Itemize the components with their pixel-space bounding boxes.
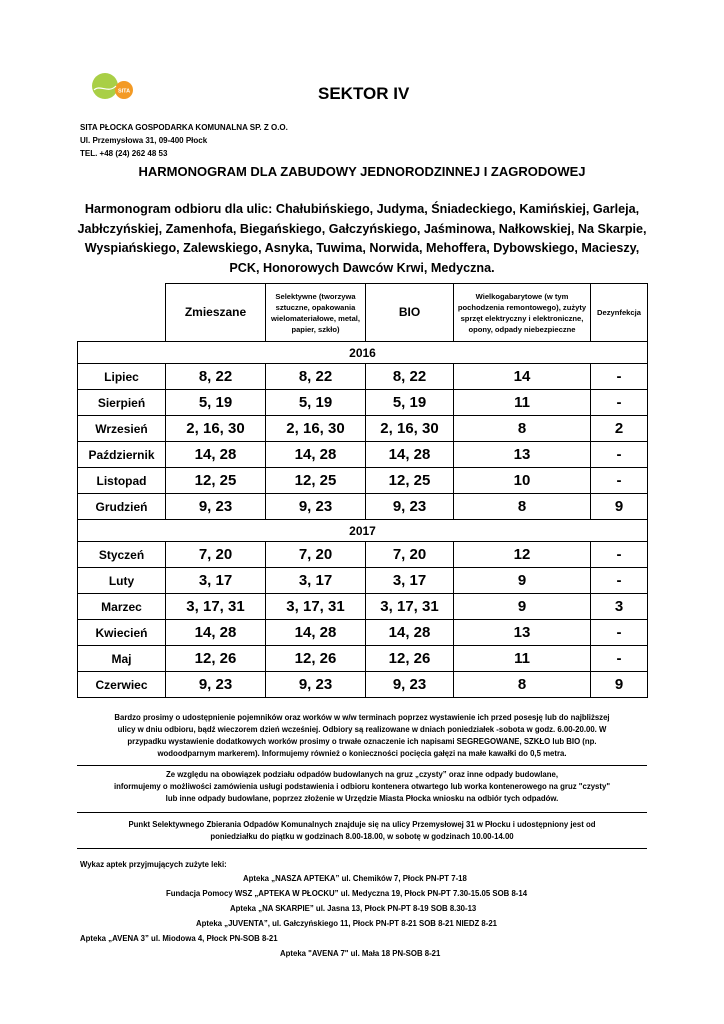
year-label: 2016 xyxy=(78,342,648,364)
disinfection-cell: 9 xyxy=(591,494,648,520)
pharmacy-item: Apteka „NASZA APTEKA” ul. Chemików 7, Płock PN-PT 7-18 xyxy=(243,874,467,883)
note-line: informujemy o możliwości zamówienia usługi podstawienia i odbioru kontenera otwartego lub worka kontenerowego na gruz "czysty" xyxy=(113,782,611,791)
year-row xyxy=(78,342,648,364)
disinfection-cell: - xyxy=(591,620,648,646)
month-cell: Lipiec xyxy=(78,364,166,390)
divider xyxy=(77,765,647,766)
selective-cell: 14, 28 xyxy=(266,620,366,646)
table-row xyxy=(78,390,648,416)
note-line: Bardzo prosimy o udostępnienie pojemników oraz worków w w/w terminach poprzez wystawienie ich przed posesję lub do najbliższej xyxy=(114,713,610,722)
bio-cell: 12, 25 xyxy=(366,468,454,494)
bulky-cell: 9 xyxy=(454,594,591,620)
note-line: przypadku wystawienie dodatkowych worków prosimy o trwałe oznaczenie ich napisami SEGREGOWANE, SZKŁO lub BIO (np. xyxy=(127,737,597,746)
header-disinfection: Dezynfekcja xyxy=(591,284,648,342)
month-cell: Listopad xyxy=(78,468,166,494)
year-label: 2017 xyxy=(78,520,648,542)
bio-cell: 12, 26 xyxy=(366,646,454,672)
pharmacy-item: Fundacja Pomocy WSZ „APTEKA W PŁOCKU” ul. Medyczna 19, Płock PN-PT 7.30-15.05 SOB 8-14 xyxy=(166,889,528,898)
month-cell: Marzec xyxy=(78,594,166,620)
pharmacy-item: Apteka „AVENA 3” ul. Miodowa 4, Płock PN-SOB 8-21 xyxy=(80,934,278,943)
bio-cell: 8, 22 xyxy=(366,364,454,390)
streets-line: Jabłczyńskiej, Zamenhofa, Biegańskiego, Gałczyńskiego, Jaśminowa, Nałkowskiej, Na Skarpie, xyxy=(77,221,647,236)
disinfection-cell: - xyxy=(591,542,648,568)
collection-note xyxy=(77,712,647,760)
month-cell: Maj xyxy=(78,646,166,672)
streets-list xyxy=(70,200,654,278)
table-row xyxy=(78,620,648,646)
month-cell: Październik xyxy=(78,442,166,468)
mixed-cell: 12, 25 xyxy=(166,468,266,494)
disinfection-cell: - xyxy=(591,646,648,672)
streets-line: Harmonogram odbioru dla ulic: Chałubińskiego, Judyma, Śniadeckiego, Kamińskiej, Garleja, xyxy=(84,202,640,216)
sita-logo xyxy=(88,72,138,106)
header-bulky: Wielkogabarytowe (w tym pochodzenia remontowego), zużyty sprzęt elektryczny i elektroniczne, opony, odpady niebezpieczne xyxy=(454,284,591,342)
pharmacy-item: Apteka „NA SKARPIE” ul. Jasna 13, Płock PN-PT 8-19 SOB 8.30-13 xyxy=(230,904,477,913)
selective-cell: 14, 28 xyxy=(266,442,366,468)
table-row xyxy=(78,646,648,672)
bio-cell: 7, 20 xyxy=(366,542,454,568)
month-cell: Kwiecień xyxy=(78,620,166,646)
streets-line: Wyspiańskiego, Zalewskiego, Asnyka, Tuwima, Norwida, Mehoffera, Dybowskiego, Macieszy, xyxy=(84,241,640,255)
table-row xyxy=(78,442,648,468)
table-header-row xyxy=(78,284,648,342)
divider xyxy=(77,812,647,813)
mixed-cell: 9, 23 xyxy=(166,494,266,520)
disinfection-cell: - xyxy=(591,442,648,468)
company-info xyxy=(80,121,288,160)
disinfection-cell: - xyxy=(591,468,648,494)
selective-cell: 8, 22 xyxy=(266,364,366,390)
bulky-cell: 9 xyxy=(454,568,591,594)
note-line: wodoodparnym markerem). Informujemy również o konieczności pocięcia gałęzi na małe kawałki do 0,5 metra. xyxy=(157,749,567,758)
bio-cell: 9, 23 xyxy=(366,494,454,520)
bulky-cell: 12 xyxy=(454,542,591,568)
table-row xyxy=(78,364,648,390)
mixed-cell: 12, 26 xyxy=(166,646,266,672)
mixed-cell: 7, 20 xyxy=(166,542,266,568)
selective-cell: 12, 25 xyxy=(266,468,366,494)
bulky-cell: 8 xyxy=(454,494,591,520)
selective-cell: 3, 17, 31 xyxy=(266,594,366,620)
divider xyxy=(77,848,647,849)
disinfection-cell: 2 xyxy=(591,416,648,442)
month-cell: Czerwiec xyxy=(78,672,166,698)
header-bio: BIO xyxy=(366,284,454,342)
bio-cell: 9, 23 xyxy=(366,672,454,698)
bio-cell: 5, 19 xyxy=(366,390,454,416)
main-title: HARMONOGRAM DLA ZABUDOWY JEDNORODZINNEJ I ZAGRODOWEJ xyxy=(138,164,586,179)
table-row xyxy=(78,416,648,442)
bulky-cell: 8 xyxy=(454,416,591,442)
mixed-cell: 2, 16, 30 xyxy=(166,416,266,442)
selective-cell: 12, 26 xyxy=(266,646,366,672)
mixed-cell: 14, 28 xyxy=(166,442,266,468)
pszok-note xyxy=(77,819,647,843)
schedule-table xyxy=(77,283,648,698)
selective-cell: 9, 23 xyxy=(266,494,366,520)
month-cell: Luty xyxy=(78,568,166,594)
header-mixed: Zmieszane xyxy=(166,284,266,342)
selective-cell: 5, 19 xyxy=(266,390,366,416)
disinfection-cell: 9 xyxy=(591,672,648,698)
logo-green-circle xyxy=(92,73,118,99)
disinfection-cell: - xyxy=(591,390,648,416)
month-cell: Sierpień xyxy=(78,390,166,416)
disinfection-cell: - xyxy=(591,364,648,390)
construction-note xyxy=(77,769,647,805)
bio-cell: 3, 17, 31 xyxy=(366,594,454,620)
logo-text: SITA xyxy=(117,88,131,95)
header-empty-cell xyxy=(78,284,166,342)
bio-cell: 14, 28 xyxy=(366,442,454,468)
mixed-cell: 8, 22 xyxy=(166,364,266,390)
mixed-cell: 5, 19 xyxy=(166,390,266,416)
table-row xyxy=(78,594,648,620)
table-row xyxy=(78,672,648,698)
pharmacy-item: Apteka "AVENA 7" ul. Mała 18 PN-SOB 8-21 xyxy=(280,949,441,958)
disinfection-cell: - xyxy=(591,568,648,594)
bulky-cell: 10 xyxy=(454,468,591,494)
note-line: Punkt Selektywnego Zbierania Odpadów Komunalnych znajduje się na ulicy Przemysłowej 31 w Płocku i udostępniony jest od xyxy=(128,820,596,829)
selective-cell: 7, 20 xyxy=(266,542,366,568)
bulky-cell: 11 xyxy=(454,646,591,672)
company-name: SITA PŁOCKA GOSPODARKA KOMUNALNA SP. Z O.O. xyxy=(80,123,288,132)
note-line: ulicy w dniu odbioru, bądź wieczorem dzień wcześniej. Odbiory są realizowane w dniach poniedziałek -sobota w godz. 6.00-20.00. W xyxy=(117,725,607,734)
bio-cell: 2, 16, 30 xyxy=(366,416,454,442)
selective-cell: 9, 23 xyxy=(266,672,366,698)
mixed-cell: 14, 28 xyxy=(166,620,266,646)
table-row xyxy=(78,568,648,594)
note-line: poniedziałku do piątku w godzinach 8.00-18.00, w sobotę w godzinach 10.00-14.00 xyxy=(210,832,514,841)
mixed-cell: 3, 17, 31 xyxy=(166,594,266,620)
month-cell: Styczeń xyxy=(78,542,166,568)
sector-title: SEKTOR IV xyxy=(318,84,410,103)
year-row xyxy=(78,520,648,542)
header-selective: Selektywne (tworzywa sztuczne, opakowania wielomateriałowe, metal, papier, szkło) xyxy=(266,284,366,342)
bulky-cell: 14 xyxy=(454,364,591,390)
disinfection-cell: 3 xyxy=(591,594,648,620)
table-row xyxy=(78,494,648,520)
table-row xyxy=(78,542,648,568)
mixed-cell: 9, 23 xyxy=(166,672,266,698)
selective-cell: 2, 16, 30 xyxy=(266,416,366,442)
month-cell: Grudzień xyxy=(78,494,166,520)
month-cell: Wrzesień xyxy=(78,416,166,442)
company-phone: TEL. +48 (24) 262 48 53 xyxy=(80,149,168,158)
pharmacies-heading: Wykaz aptek przyjmujących zużyte leki: xyxy=(80,860,227,869)
table-row xyxy=(78,468,648,494)
schedule-body xyxy=(78,342,648,698)
streets-line: PCK, Honorowych Dawców Krwi, Medyczna. xyxy=(229,260,495,275)
company-address: Ul. Przemysłowa 31, 09-400 Płock xyxy=(80,136,208,145)
selective-cell: 3, 17 xyxy=(266,568,366,594)
bulky-cell: 13 xyxy=(454,442,591,468)
note-line: Ze względu na obowiązek podziału odpadów budowlanych na gruz „czysty” oraz inne odpady budowlane, xyxy=(165,770,559,779)
mixed-cell: 3, 17 xyxy=(166,568,266,594)
bio-cell: 14, 28 xyxy=(366,620,454,646)
note-line: lub inne odpady budowlane, poprzez złożenie w Urzędzie Miasta Płocka wniosku na odbiór tych odpadów. xyxy=(165,794,559,803)
bulky-cell: 8 xyxy=(454,672,591,698)
bio-cell: 3, 17 xyxy=(366,568,454,594)
bulky-cell: 11 xyxy=(454,390,591,416)
pharmacy-item: Apteka „JUVENTA”, ul. Gałczyńskiego 11, Płock PN-PT 8-21 SOB 8-21 NIEDZ 8-21 xyxy=(196,919,498,928)
bulky-cell: 13 xyxy=(454,620,591,646)
